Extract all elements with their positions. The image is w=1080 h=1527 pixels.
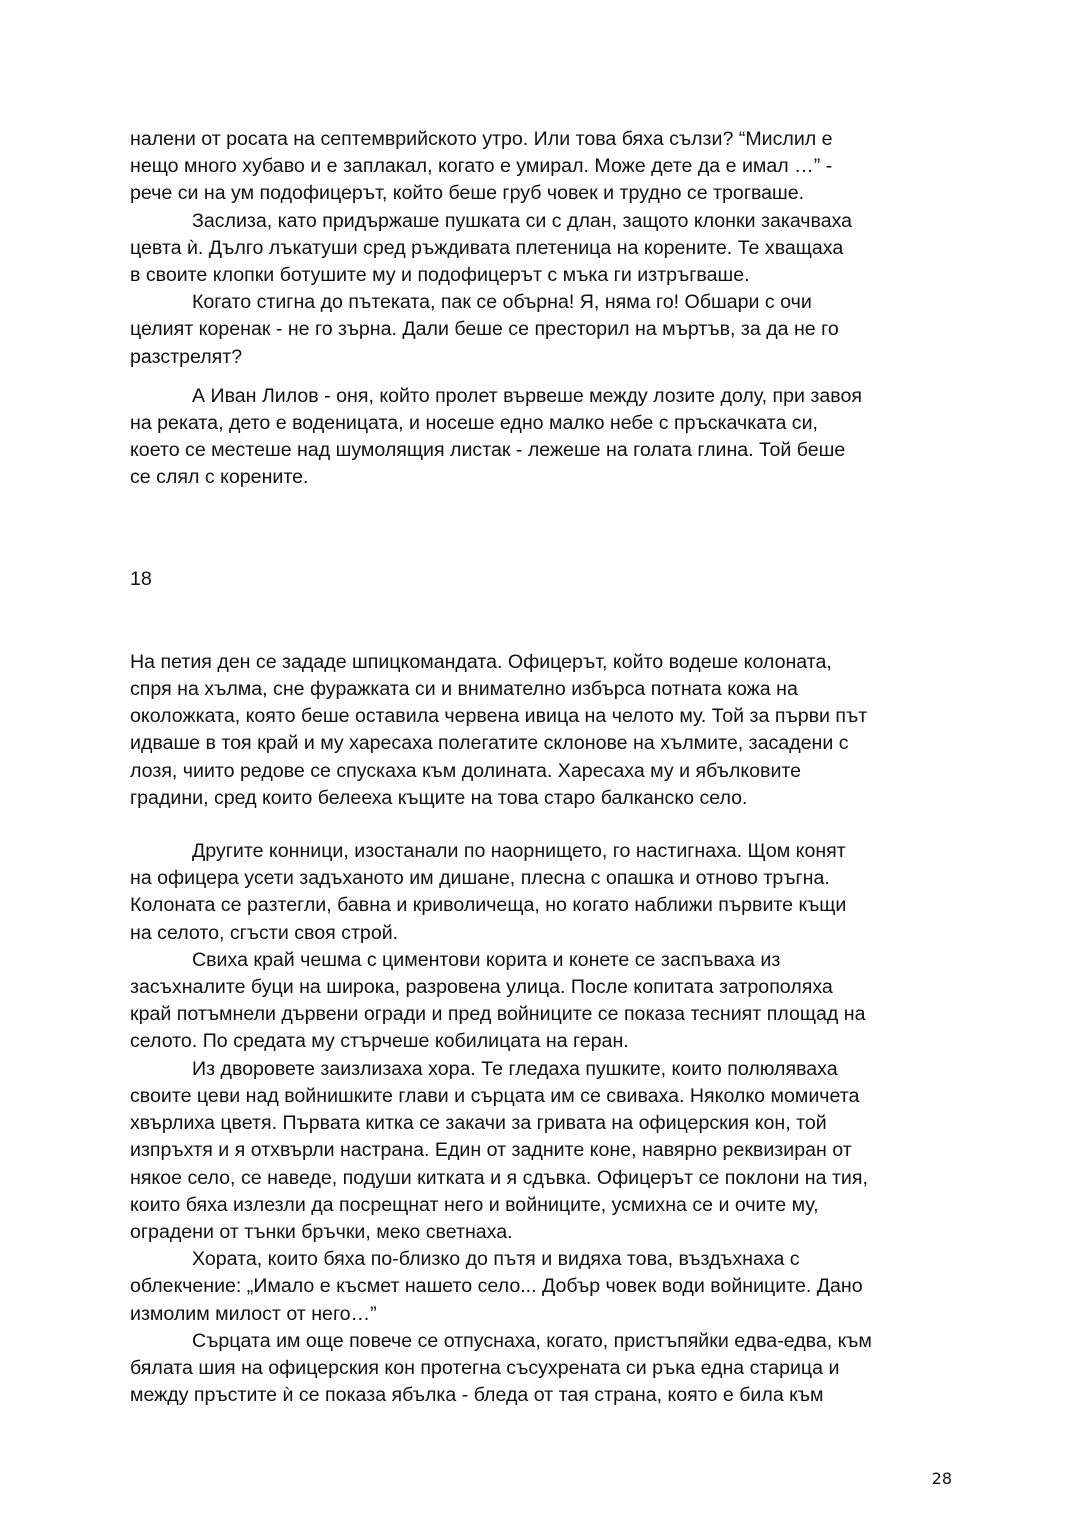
- text-line: А Иван Лилов - оня, който пролет вървеше между лозите долу, при завоя: [192, 384, 862, 407]
- text-line: Свиха край чешма с циментови корита и конете се заспъваха из: [192, 948, 781, 971]
- text-line: на селото, сгъсти своя строй.: [130, 921, 399, 944]
- text-line: хвърлиха цветя. Първата китка се закачи за гривата на офицерския кон, той: [130, 1112, 827, 1135]
- page-number: 28: [931, 1469, 952, 1488]
- text-line: засъхналите буци на широка, разровена улица. После копитата затрополяха: [130, 976, 833, 999]
- text-line: нещо много хубаво и е заплакал, когато е умирал. Може дете да е имал …” -: [130, 155, 833, 178]
- text-line: на реката, дето е воденицата, и носеше едно малко небе с пръскачката си,: [130, 412, 818, 435]
- text-line: целият коренак - не го зърна. Дали беше се престорил на мъртъв, за да не го: [130, 318, 839, 341]
- paragraph: [130, 1328, 952, 1410]
- text-line: налени от росата на септемврийското утро. Или това бяха сълзи? “Мислил е: [130, 128, 833, 150]
- text-line: се слял с корените.: [130, 466, 309, 489]
- text-line: На петия ден се зададе шпицкомандата. Офицерът, който водеше колоната,: [130, 650, 832, 673]
- text-line: Хората, които бяха по-близко до пътя и видяха това, въздъхнаха с: [192, 1248, 800, 1271]
- paragraph: [130, 126, 952, 208]
- text-line: което се местеше над шумолящия листак - лежеше на голата глина. Той беше: [130, 439, 846, 462]
- paragraph: [130, 208, 952, 290]
- text-line: Когато стигна до пътеката, пак се обърна! Я, няма го! Обшари с очи: [192, 291, 812, 314]
- text-line: оградени от тънки бръчки, меко светнаха.: [130, 1220, 513, 1243]
- text-line: селото. По средата му стърчеше кобилицата на геран.: [130, 1030, 629, 1053]
- text-line: идваше в тоя край и му харесаха полегатите склонове на хълмите, засадени с: [130, 732, 849, 755]
- paragraph: [130, 289, 952, 371]
- paragraph: [130, 1246, 952, 1328]
- text-line: своите цеви над войнишките глави и сърцата им се свиваха. Няколко момичета: [130, 1084, 860, 1107]
- text-line: на офицера усети задъханото им дишане, плесна с опашка и отново тръгна.: [130, 867, 830, 890]
- text-line: Другите конници, изостанали по наорнището, го настигнаха. Щом конят: [192, 840, 846, 863]
- text-line: Сърцата им още повече се отпуснаха, когато, пристъпяйки едва-едва, към: [192, 1329, 872, 1352]
- text-line: Заслиза, като придържаше пушката си с длан, защото клонки закачваха: [192, 209, 853, 232]
- paragraph: [130, 947, 952, 1056]
- document-body: [130, 126, 952, 1409]
- paragraph: [130, 1056, 952, 1246]
- text-line: изпръхтя и я отхвърли настрана. Един от задните коне, навярно реквизиран от: [130, 1139, 852, 1162]
- text-line: някое село, се наведе, подуши китката и я сдъвка. Офицерът се поклони на тия,: [130, 1166, 868, 1189]
- text-line: околожката, която беше оставила червена ивица на челото му. Той за първи път: [130, 705, 868, 728]
- text-line: Колоната се разтегли, бавна и криволичеща, но когато наближи първите къщи: [130, 894, 847, 917]
- text-line: между пръстите ѝ се показа ябълка - бледа от тая страна, която е била към: [130, 1384, 824, 1407]
- text-line: бялата шия на офицерския кон протегна съсухрената си ръка една старица и: [130, 1356, 840, 1379]
- chapter-number: 18: [130, 567, 152, 590]
- text-line: Из дворовете заизлизаха хора. Те гледаха пушките, които полюляваха: [192, 1057, 838, 1080]
- text-line: измолим милост от него…”: [130, 1302, 377, 1325]
- paragraph: [130, 649, 952, 812]
- text-line: лозя, чиито редове се спускаха към долината. Харесаха му и ябълковите: [130, 759, 802, 782]
- text-line: които бяха излезли да посрещнат него и войниците, усмихна се и очите му,: [130, 1193, 819, 1216]
- text-line: в своите клопки ботушите му и подофицерът с мъка ги изтръгваше.: [130, 264, 750, 287]
- text-line: облекчение: „Имало е късмет нашето село... Добър човек води войниците. Дано: [130, 1275, 863, 1298]
- text-line: спря на хълма, сне фуражката си и внимателно избърса потната кожа на: [130, 678, 798, 701]
- paragraph: [130, 838, 952, 947]
- text-line: градини, сред които белееха къщите на това старо балканско село.: [130, 786, 748, 809]
- text-line: край потъмнели дървени огради и пред войниците се показа тесният площад на: [130, 1003, 866, 1026]
- text-line: разстрелят?: [130, 345, 243, 368]
- text-line: цевта ѝ. Дълго лъкатуши сред ръждивата плетеница на корените. Те хващаха: [130, 236, 844, 259]
- text-line: рече си на ум подофицерът, който беше груб човек и трудно се трогваше.: [130, 182, 805, 205]
- paragraph: [130, 383, 952, 492]
